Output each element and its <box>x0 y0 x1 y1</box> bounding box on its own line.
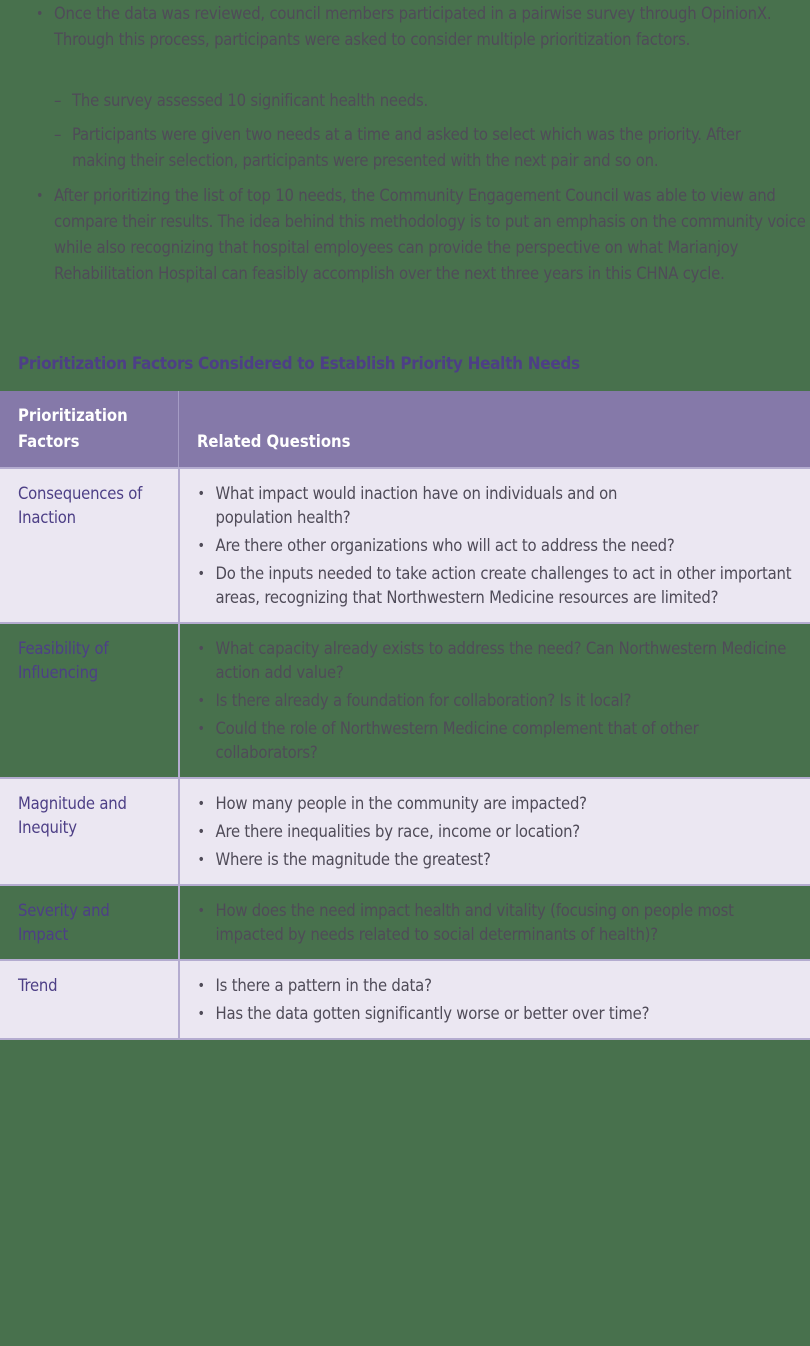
question-item: • How does the need impact health and vitality (focusing on people most impacted by needs related to social determinants of health)? <box>198 899 793 947</box>
table-row <box>0 778 810 885</box>
intro-bullet: • Once the data was reviewed, council members participated in a pairwise survey through OpinionX. Through this process, participants were asked to consider multiple prioritization factors. <box>54 1 804 53</box>
question-item: • Has the data gotten significantly worse or better over time? <box>198 1002 793 1026</box>
question-item: • Is there a pattern in the data? <box>198 974 793 998</box>
factor-cell: Trend <box>0 960 179 1039</box>
questions-cell <box>179 885 810 960</box>
question-item: • What capacity already exists to address the need? Can Northwestern Medicine action add value? <box>198 637 793 685</box>
factor-cell: Consequences of Inaction <box>0 468 179 623</box>
bullet-icon: • <box>36 188 44 204</box>
question-item: • Could the role of Northwestern Medicine complement that of other collaborators? <box>198 717 793 765</box>
dash-icon: – <box>54 125 62 144</box>
factor-cell: Magnitude and Inequity <box>0 778 179 885</box>
header-factors: Prioritization Factors <box>0 391 179 468</box>
table-title: Prioritization Factors Considered to Establish Priority Health Needs <box>18 354 580 374</box>
question-item: • What impact would inaction have on individuals and on population health? <box>198 482 793 530</box>
sub-bullet: – The survey assessed 10 significant health needs. <box>72 88 802 114</box>
sub-bullet: – Participants were given two needs at a time and asked to select which was the priority. After making their selection, participants were presented with the next pair and so on. <box>72 122 792 174</box>
factor-cell: Severity and Impact <box>0 885 179 960</box>
prioritization-table <box>0 391 810 1040</box>
table-row <box>0 960 810 1039</box>
questions-cell <box>179 960 810 1039</box>
question-item: • Are there inequalities by race, income or location? <box>198 820 793 844</box>
table-row <box>0 623 810 778</box>
question-item: • Do the inputs needed to take action create challenges to act in other important areas, recognizing that Northwestern Medicine resources are limited? <box>198 562 793 610</box>
table-row <box>0 885 810 960</box>
intro-bullet: • After prioritizing the list of top 10 needs, the Community Engagement Council was able to view and compare their results. The idea behind this methodology is to put an emphasis on the community voice while also recognizing that hospital employees can provide the perspective on what Marianjoy Rehabilitation Hospital can feasibly accomplish over the next three years in this CHNA cycle. <box>54 183 810 287</box>
table-header-row <box>0 391 810 468</box>
header-questions: Related Questions <box>179 391 810 468</box>
question-item: • Is there already a foundation for collaboration? Is it local? <box>198 689 793 713</box>
questions-cell <box>179 468 810 623</box>
question-item: • Where is the magnitude the greatest? <box>198 848 793 872</box>
dash-icon: – <box>54 91 62 110</box>
questions-cell <box>179 778 810 885</box>
bullet-icon: • <box>36 6 44 22</box>
question-item: • Are there other organizations who will act to address the need? <box>198 534 793 558</box>
table-row <box>0 468 810 623</box>
factor-cell: Feasibility of Influencing <box>0 623 179 778</box>
questions-cell <box>179 623 810 778</box>
question-item: • How many people in the community are impacted? <box>198 792 793 816</box>
